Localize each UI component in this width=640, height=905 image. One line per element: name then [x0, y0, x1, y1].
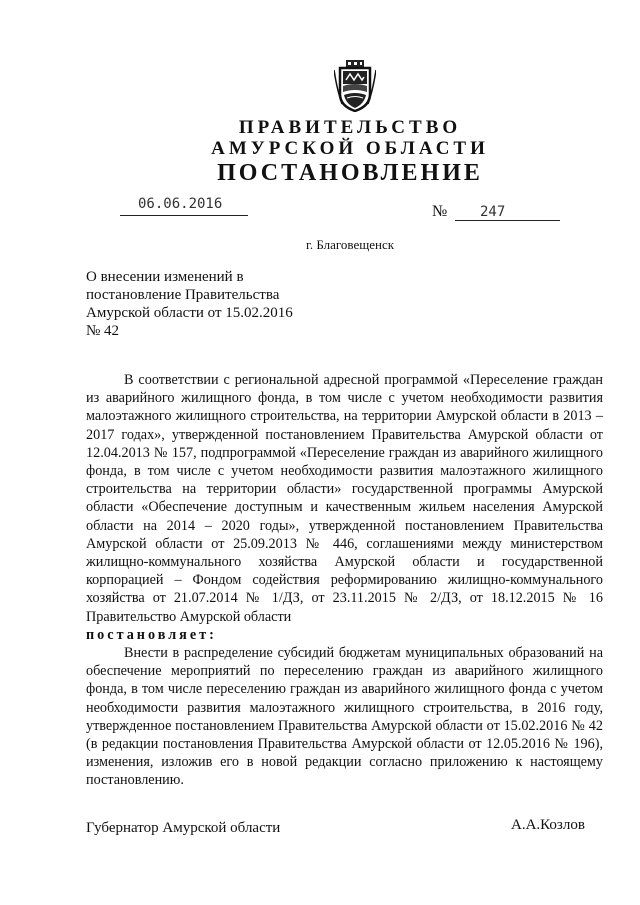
preamble-paragraph: В соответствии с региональной адресной программой «Переселение граждан из аварийного жилищного фонда, в том числе с учетом необходимости развития малоэтажного жилищного строительства, на территории Амурской области в 2013 – 2017 годах», утвержденной постановлением Правительства Амурской области от 12.04.2013 № 157, подпрограммой «Переселение граждан из аварийного жилищного фонда, в том числе с учетом необходимости развития малоэтажного жилищного строительства на территории области» государственной программы Амурской области «Обеспечение доступным и качественным жильем населения Амурской области на 2014 – 2020 годы», утвержденной постановлением Правительства Амурской области от 25.09.2013 № 446, соглашениями между министерством жилищно-коммунального хозяйства Амурской области и государственной корпорацией – Фондом содействия реформированию жилищно-коммунального хозяйства от 21.07.2014 № 1/ДЗ, от 23.11.2015 № 2/ДЗ, от 18.12.2015 № 16 Правительство Амурской области [86, 372, 603, 625]
coat-of-arms-icon [334, 60, 376, 112]
signatory-name: А.А.Козлов [511, 817, 585, 833]
number-underline [455, 220, 560, 221]
document-body [86, 371, 603, 790]
city-name: г. Благовещенск [305, 237, 395, 252]
document-subject: О внесении изменений в постановление Правительства Амурской области от 15.02.2016 № 42 [86, 269, 293, 339]
document-number: 247 [480, 204, 506, 220]
date-underline [120, 215, 248, 216]
document-type-title: ПОСТАНОВЛЕНИЕ [217, 160, 483, 186]
signatory-position: Губернатор Амурской области [86, 820, 281, 836]
resolution-paragraph: Внести в распределение субсидий бюджетам муниципальных образований на обеспечение мероприятий по переселению граждан из аварийного жилищного фонда, в том числе переселению граждан из аварийного жилищного фонда с учетом необходимости развития малоэтажного жилищного строительства, в 2016 году, утвержденное постановлением Правительства Амурской области от 15.02.2016 № 42 (в редакции постановления Правительства Амурской области от 12.05.2016 № 196), изменения, изложив его в новой редакции согласно приложению к настоящему постановлению. [86, 645, 603, 789]
government-name-line1: ПРАВИТЕЛЬСТВО [238, 117, 462, 138]
number-sign: № [432, 203, 448, 220]
document-date: 06.06.2016 [138, 196, 223, 212]
decree-word: постановляет: [86, 626, 217, 643]
government-name-line2: АМУРСКОЙ ОБЛАСТИ [211, 138, 489, 159]
